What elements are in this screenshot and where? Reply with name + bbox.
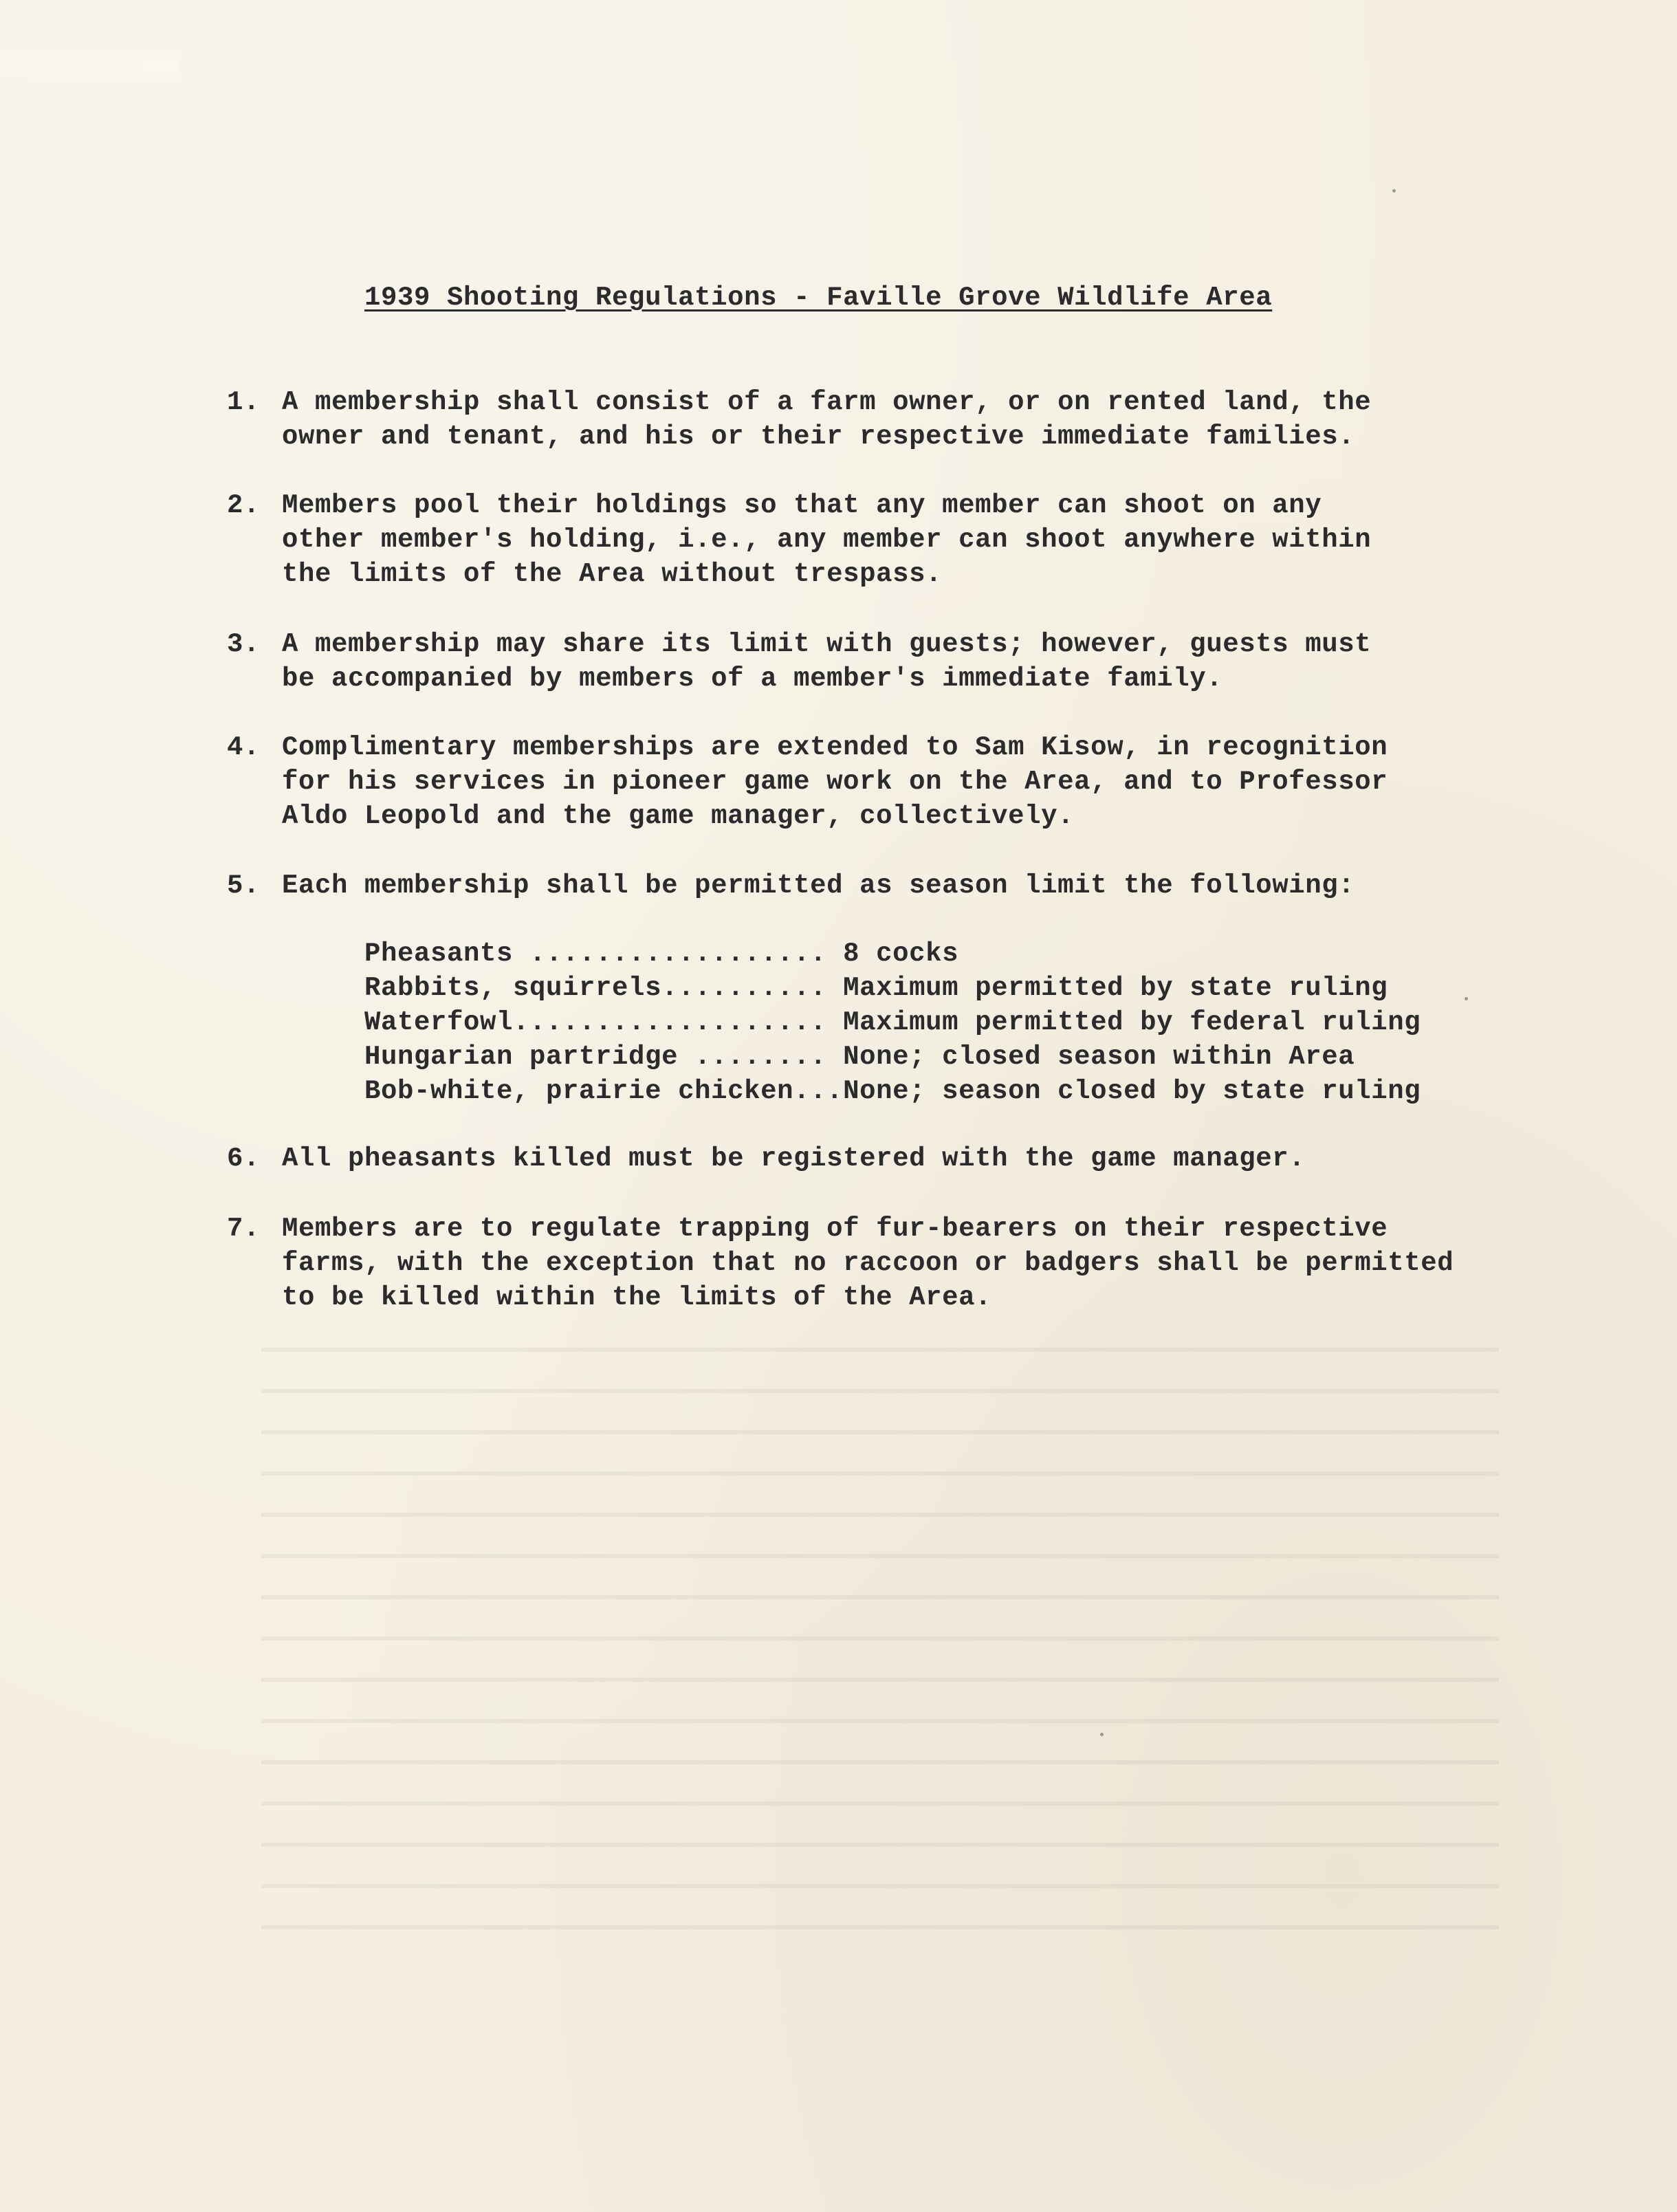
season-limit-row: Pheasants .................. 8 cocks (364, 939, 959, 969)
item-line: All pheasants killed must be registered with the game manager. (282, 1143, 1306, 1174)
season-limits-table (364, 937, 1421, 1108)
paper-speck (1465, 997, 1468, 1000)
item-line: be accompanied by members of a member's immediate family. (282, 664, 1223, 694)
item-number: 2. (227, 490, 261, 521)
regulation-item-5 (227, 868, 1355, 903)
paper-speck (1392, 189, 1396, 193)
item-line: for his services in pioneer game work on the Area, and to Professor (282, 767, 1388, 797)
regulation-item-7 (227, 1212, 1454, 1315)
item-line: Aldo Leopold and the game manager, collectively. (282, 801, 1075, 831)
regulation-item-4 (227, 730, 1388, 833)
season-limit-row: Rabbits, squirrels.......... Maximum permitted by state ruling (364, 973, 1388, 1003)
regulation-item-3 (227, 627, 1371, 696)
paper-speck (1100, 1733, 1104, 1736)
show-through-text (261, 1348, 1499, 1967)
item-line: Members pool their holdings so that any member can shoot on any (282, 490, 1322, 521)
item-line: the limits of the Area without trespass. (282, 559, 943, 589)
item-line: to be killed within the limits of the Area. (282, 1282, 992, 1313)
regulation-item-1 (227, 385, 1371, 454)
season-limit-row: Hungarian partridge ........ None; closed season within Area (364, 1042, 1355, 1072)
item-line: A membership may share its limit with guests; however, guests must (282, 629, 1372, 659)
item-text (282, 730, 1388, 833)
regulation-item-6 (227, 1141, 1305, 1176)
season-limit-row: Bob-white, prairie chicken...None; season closed by state ruling (364, 1076, 1421, 1106)
item-number: 6. (227, 1143, 261, 1174)
item-text (282, 385, 1371, 454)
item-text (282, 488, 1371, 591)
item-number: 7. (227, 1214, 261, 1244)
item-number: 4. (227, 732, 261, 763)
item-number: 5. (227, 870, 261, 901)
regulation-item-2 (227, 488, 1371, 591)
item-line: Members are to regulate trapping of fur-bearers on their respective (282, 1214, 1388, 1244)
item-line: A membership shall consist of a farm owner, or on rented land, the (282, 387, 1372, 417)
season-limit-row: Waterfowl................... Maximum permitted by federal ruling (364, 1007, 1421, 1038)
item-line: other member's holding, i.e., any member can shoot anywhere within (282, 525, 1372, 555)
item-text (282, 868, 1355, 903)
item-line: farms, with the exception that no raccoon or badgers shall be permitted (282, 1248, 1454, 1278)
paper-fold-mark (0, 41, 179, 89)
item-line: Complimentary memberships are extended to Sam Kisow, in recognition (282, 732, 1388, 763)
item-line: Each membership shall be permitted as season limit the following: (282, 870, 1355, 901)
item-text (282, 1141, 1305, 1176)
item-line: owner and tenant, and his or their respective immediate families. (282, 421, 1355, 452)
item-number: 3. (227, 629, 261, 659)
document-title: 1939 Shooting Regulations - Faville Grove Wildlife Area (364, 283, 1273, 313)
item-number: 1. (227, 387, 261, 417)
item-text (282, 1212, 1454, 1315)
item-text (282, 627, 1371, 696)
